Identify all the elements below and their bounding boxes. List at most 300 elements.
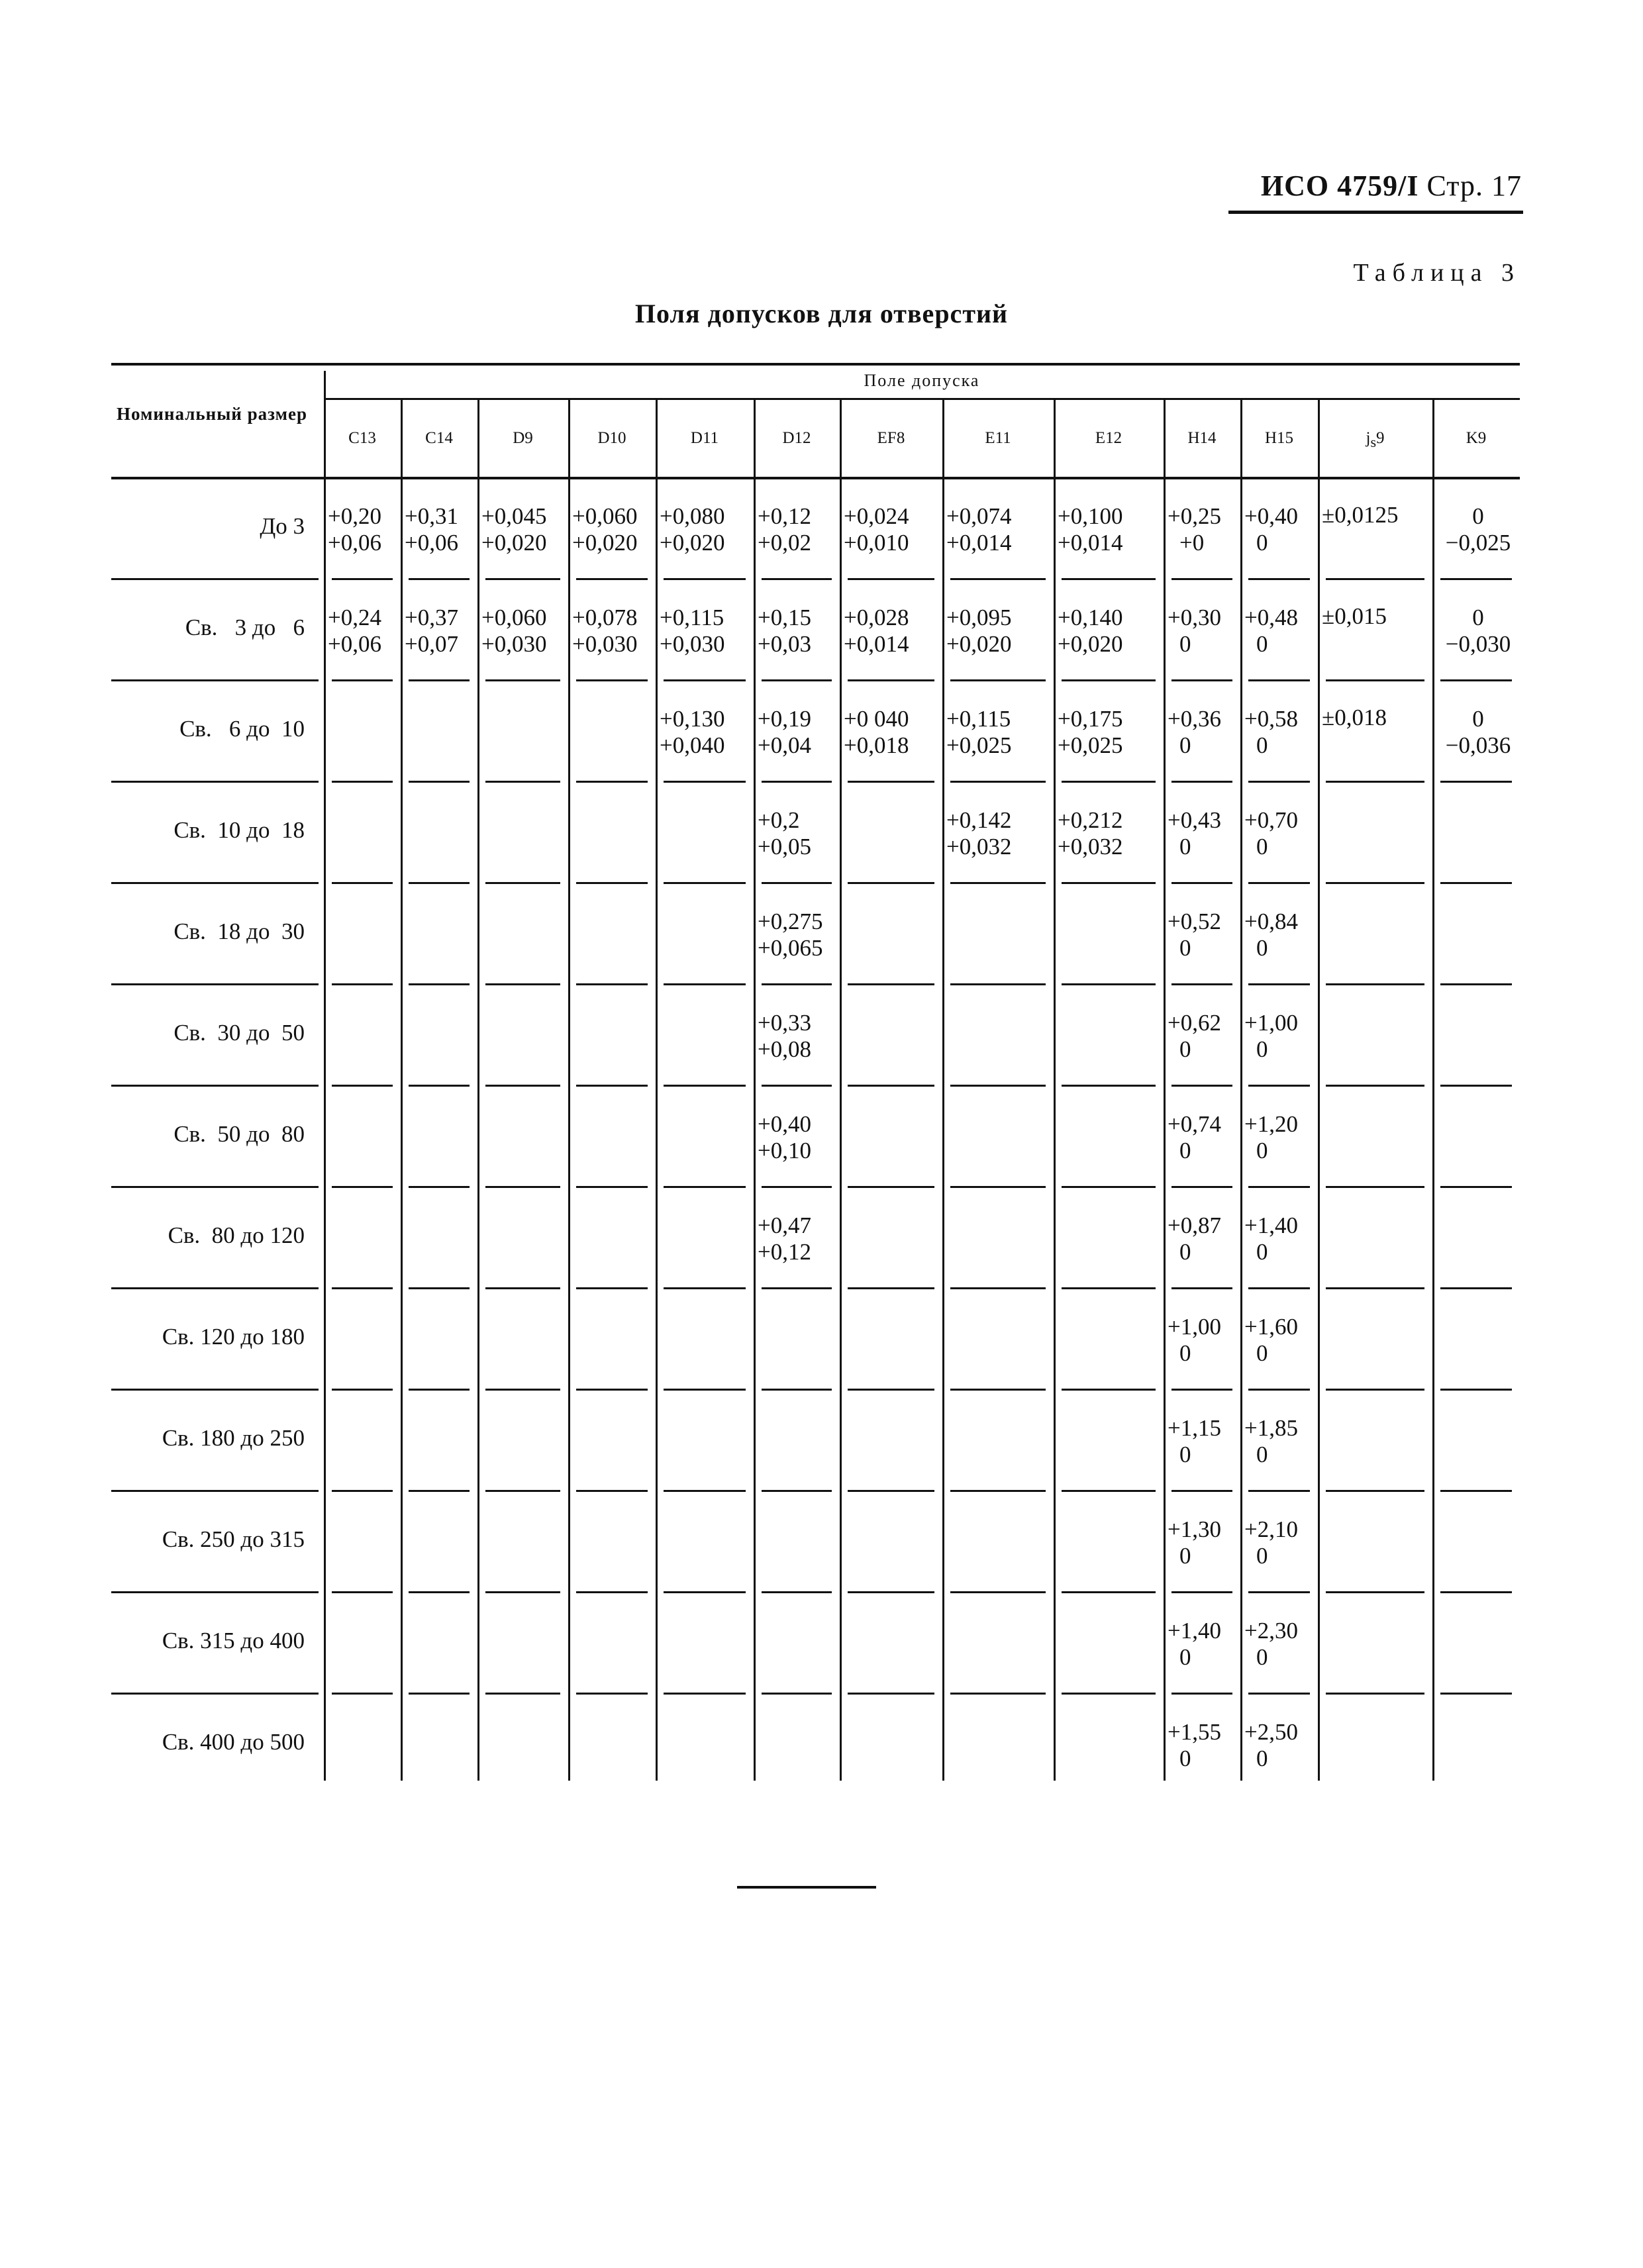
row-separator <box>332 1591 393 1593</box>
row-separator <box>409 578 470 580</box>
lower-deviation: 0 <box>1179 834 1191 860</box>
row-separator <box>485 1591 560 1593</box>
upper-deviation: +0,37 <box>405 605 458 630</box>
upper-deviation: +0,40 <box>758 1111 811 1137</box>
row-separator <box>950 983 1046 985</box>
row-separator <box>409 1085 470 1087</box>
row-label: Св. 400 до 500 <box>162 1729 305 1755</box>
row-separator <box>664 578 746 580</box>
row-separator <box>664 1490 746 1492</box>
row-separator <box>1062 578 1156 580</box>
table-cell <box>1244 1618 1318 1671</box>
table-cell <box>660 503 754 556</box>
column-divider <box>840 398 842 1781</box>
table-cell <box>1058 706 1164 759</box>
table-cell <box>660 706 754 759</box>
row-separator <box>762 1389 832 1391</box>
row-separator <box>1326 1693 1424 1695</box>
row-separator <box>1062 679 1156 681</box>
column-header-e12: E12 <box>1095 429 1122 447</box>
lower-deviation: 0 <box>1256 631 1268 657</box>
row-separator <box>111 1693 319 1695</box>
lower-deviation: 0 <box>1179 631 1191 657</box>
lower-deviation: 0 <box>1179 1543 1191 1569</box>
upper-deviation: +0,115 <box>660 605 724 630</box>
table-cell <box>1168 1719 1240 1772</box>
table-cell <box>758 605 840 658</box>
row-label: Св. 180 до 250 <box>162 1425 305 1451</box>
lower-deviation: +0,10 <box>758 1138 811 1163</box>
table-cell <box>1436 605 1520 658</box>
table-number: Таблица 3 <box>1353 259 1520 287</box>
table-cell <box>1058 503 1164 556</box>
row-separator <box>332 1186 393 1188</box>
table-cell <box>1244 1212 1318 1265</box>
row-separator <box>485 679 560 681</box>
row-separator <box>409 1693 470 1695</box>
row-separator <box>1171 1287 1232 1289</box>
upper-deviation: +1,15 <box>1168 1415 1221 1441</box>
table-cell <box>481 503 568 556</box>
row-separator <box>1171 1591 1232 1593</box>
row-separator <box>664 781 746 783</box>
row-separator <box>950 781 1046 783</box>
table-cell <box>1168 1010 1240 1063</box>
row-separator <box>485 1186 560 1188</box>
lower-deviation: +0,020 <box>946 631 1012 657</box>
standard-code: ИСО 4759/I <box>1260 170 1419 202</box>
table-cell <box>405 605 477 658</box>
upper-deviation: +0,024 <box>844 503 909 529</box>
row-separator <box>848 781 934 783</box>
lower-deviation: 0 <box>1256 1746 1268 1771</box>
row-separator <box>1440 1591 1512 1593</box>
table-cell <box>328 503 401 556</box>
table-cell <box>1244 1516 1318 1569</box>
row-label: До 3 <box>260 513 305 539</box>
upper-deviation: +0,47 <box>758 1212 811 1238</box>
row-separator <box>485 781 560 783</box>
lower-deviation: +0,018 <box>844 732 909 758</box>
lower-deviation: +0,03 <box>758 631 811 657</box>
row-separator <box>950 1186 1046 1188</box>
row-separator <box>332 578 393 580</box>
table-cell <box>1168 909 1240 961</box>
row-separator <box>1440 1490 1512 1492</box>
upper-deviation: +0,212 <box>1058 807 1123 833</box>
upper-deviation: +0,87 <box>1168 1212 1221 1238</box>
column-divider <box>656 398 658 1781</box>
table-cell <box>1322 502 1432 528</box>
row-label: Св. 18 до 30 <box>174 918 305 944</box>
lower-deviation: 0 <box>1256 732 1268 758</box>
row-separator <box>950 1591 1046 1593</box>
lower-deviation: +0,05 <box>758 834 811 860</box>
lower-deviation: +0,032 <box>1058 834 1123 860</box>
row-separator <box>848 1490 934 1492</box>
row-separator <box>1248 781 1310 783</box>
upper-deviation: +0,12 <box>758 503 811 529</box>
row-separator <box>576 1389 648 1391</box>
row-separator <box>576 1287 648 1289</box>
upper-deviation: +0,43 <box>1168 807 1221 833</box>
row-separator <box>762 578 832 580</box>
upper-deviation: +0,20 <box>328 503 381 529</box>
lower-deviation: 0 <box>1256 530 1268 556</box>
upper-deviation: +0,15 <box>758 605 811 630</box>
upper-deviation: +0,080 <box>660 503 725 529</box>
row-separator <box>1326 1389 1424 1391</box>
row-separator <box>848 983 934 985</box>
upper-deviation: +0,19 <box>758 706 811 732</box>
row-separator <box>485 1085 560 1087</box>
row-separator <box>1248 578 1310 580</box>
row-separator <box>1440 679 1512 681</box>
row-separator <box>1171 882 1232 884</box>
upper-deviation: +1,20 <box>1244 1111 1298 1137</box>
column-divider <box>942 398 944 1781</box>
column-header-e11: E11 <box>985 429 1011 447</box>
upper-deviation: +0,028 <box>844 605 909 630</box>
row-separator <box>664 1591 746 1593</box>
row-separator <box>1248 1287 1310 1289</box>
row-separator <box>332 1085 393 1087</box>
row-separator <box>664 679 746 681</box>
lower-deviation: +0,030 <box>660 631 725 657</box>
column-divider <box>568 398 570 1781</box>
table-cell <box>1244 1111 1318 1164</box>
row-separator <box>664 1693 746 1695</box>
row-separator <box>576 1490 648 1492</box>
row-separator <box>762 1693 832 1695</box>
lower-deviation: +0,014 <box>1058 530 1123 556</box>
column-header-c13: C13 <box>348 429 376 447</box>
upper-deviation: +0,74 <box>1168 1111 1221 1137</box>
table-cell <box>946 706 1054 759</box>
row-separator <box>111 983 319 985</box>
row-separator <box>1171 1186 1232 1188</box>
row-separator <box>762 1287 832 1289</box>
table-cell <box>844 706 942 759</box>
table-cell <box>946 605 1054 658</box>
row-separator <box>1326 781 1424 783</box>
row-separator <box>664 1186 746 1188</box>
row-label: Св. 3 до 6 <box>185 615 305 640</box>
table-cell <box>758 1212 840 1265</box>
row-separator <box>1440 983 1512 985</box>
row-separator <box>664 1085 746 1087</box>
row-label: Св. 120 до 180 <box>162 1324 305 1350</box>
lower-deviation: −0,025 <box>1445 530 1511 556</box>
table-cell <box>758 807 840 860</box>
row-separator <box>576 1693 648 1695</box>
row-separator <box>485 983 560 985</box>
row-separator <box>1326 1085 1424 1087</box>
row-separator <box>1062 983 1156 985</box>
row-separator <box>576 578 648 580</box>
upper-deviation: +1,30 <box>1168 1516 1221 1542</box>
row-separator <box>576 882 648 884</box>
lower-deviation: +0,12 <box>758 1239 811 1265</box>
upper-deviation: +2,10 <box>1244 1516 1298 1542</box>
table-cell <box>1244 1010 1318 1063</box>
upper-deviation: ±0,015 <box>1322 603 1387 629</box>
row-separator <box>1326 983 1424 985</box>
upper-deviation: +1,40 <box>1244 1212 1298 1238</box>
row-label: Св. 30 до 50 <box>174 1020 305 1046</box>
column-divider <box>401 398 403 1781</box>
lower-deviation: 0 <box>1179 1340 1191 1366</box>
lower-deviation: +0,06 <box>328 530 381 556</box>
lower-deviation: 0 <box>1179 1442 1191 1467</box>
row-separator <box>1171 578 1232 580</box>
table-cell <box>1168 1314 1240 1367</box>
table-cell <box>1168 807 1240 860</box>
lower-deviation: 0 <box>1179 1138 1191 1163</box>
column-header-d9: D9 <box>513 429 533 447</box>
row-separator <box>1326 679 1424 681</box>
row-separator <box>409 1389 470 1391</box>
row-separator <box>1062 1389 1156 1391</box>
lower-deviation: +0,020 <box>1058 631 1123 657</box>
row-separator <box>664 1287 746 1289</box>
table-cell <box>1244 605 1318 658</box>
row-separator <box>111 781 319 783</box>
lower-deviation: 0 <box>1256 1036 1268 1062</box>
row-separator <box>1326 578 1424 580</box>
row-separator <box>332 679 393 681</box>
row-separator <box>576 1186 648 1188</box>
lower-deviation: +0,014 <box>946 530 1012 556</box>
column-divider <box>1432 398 1434 1781</box>
row-separator <box>848 1186 934 1188</box>
row-separator <box>664 983 746 985</box>
column-header-js9: js9 <box>1366 429 1385 450</box>
row-separator <box>950 1085 1046 1087</box>
row-separator <box>111 1389 319 1391</box>
row-separator <box>1171 781 1232 783</box>
table-cell <box>1168 1618 1240 1671</box>
upper-deviation: +1,40 <box>1168 1618 1221 1644</box>
upper-deviation: +0,175 <box>1058 706 1123 732</box>
upper-deviation: ±0,0125 <box>1322 502 1399 528</box>
table-cell <box>1436 706 1520 759</box>
row-separator <box>332 1693 393 1695</box>
table-cell <box>481 605 568 658</box>
upper-deviation: +0,095 <box>946 605 1012 630</box>
lower-deviation: +0,06 <box>328 631 381 657</box>
table-cell <box>1168 503 1240 556</box>
row-separator <box>576 679 648 681</box>
column-divider <box>1054 398 1056 1781</box>
row-separator <box>485 1287 560 1289</box>
row-separator <box>664 882 746 884</box>
upper-deviation: +1,85 <box>1244 1415 1298 1441</box>
row-separator <box>762 882 832 884</box>
table-cell <box>1168 605 1240 658</box>
row-separator <box>409 1591 470 1593</box>
row-separator <box>485 882 560 884</box>
table-cell <box>1168 1516 1240 1569</box>
upper-deviation: +0,25 <box>1168 503 1221 529</box>
table-cell <box>660 605 754 658</box>
column-header-d11: D11 <box>690 429 719 447</box>
lower-deviation: 0 <box>1179 935 1191 961</box>
row-separator <box>1171 1490 1232 1492</box>
lower-deviation: +0,06 <box>405 530 458 556</box>
lower-deviation: +0,014 <box>844 631 909 657</box>
lower-deviation: 0 <box>1256 1543 1268 1569</box>
row-separator <box>762 1085 832 1087</box>
row-separator <box>1326 1287 1424 1289</box>
row-separator <box>576 983 648 985</box>
lower-deviation: 0 <box>1256 1340 1268 1366</box>
row-separator <box>409 781 470 783</box>
table-cell <box>946 807 1054 860</box>
row-separator <box>409 1490 470 1492</box>
upper-deviation: +0,40 <box>1244 503 1298 529</box>
table-cell <box>1244 503 1318 556</box>
row-separator <box>485 578 560 580</box>
upper-deviation: +0,58 <box>1244 706 1298 732</box>
upper-deviation: +2,30 <box>1244 1618 1298 1644</box>
table-cell <box>1058 605 1164 658</box>
row-separator <box>950 679 1046 681</box>
row-separator <box>409 882 470 884</box>
row-separator <box>409 1287 470 1289</box>
lower-deviation: +0,020 <box>660 530 725 556</box>
row-separator <box>1171 1693 1232 1695</box>
upper-deviation: +0,060 <box>481 605 547 630</box>
group-header-label: Поле допуска <box>864 371 980 390</box>
row-separator <box>576 1591 648 1593</box>
row-separator <box>848 1389 934 1391</box>
lower-deviation: 0 <box>1256 834 1268 860</box>
row-label: Св. 250 до 315 <box>162 1526 305 1552</box>
upper-deviation: +0,115 <box>946 706 1011 732</box>
row-separator <box>950 882 1046 884</box>
row-separator <box>332 1287 393 1289</box>
row-separator <box>1248 1186 1310 1188</box>
table-cell <box>405 503 477 556</box>
row-separator <box>1062 882 1156 884</box>
row-label: Св. 6 до 10 <box>179 716 305 742</box>
lower-deviation: +0,030 <box>481 631 547 657</box>
column-divider <box>477 398 479 1781</box>
row-separator <box>111 578 319 580</box>
row-separator <box>1326 1591 1424 1593</box>
column-divider <box>754 398 756 1781</box>
table-cell <box>1058 807 1164 860</box>
lower-deviation: +0,032 <box>946 834 1012 860</box>
row-separator <box>1171 1085 1232 1087</box>
row-separator <box>111 882 319 884</box>
row-separator <box>332 882 393 884</box>
table-cell <box>1168 1111 1240 1164</box>
row-separator <box>1440 1085 1512 1087</box>
row-separator <box>762 983 832 985</box>
table-cell <box>758 706 840 759</box>
row-separator <box>848 679 934 681</box>
upper-deviation: 0 <box>1472 706 1484 732</box>
table-cell <box>1244 706 1318 759</box>
row-separator <box>576 781 648 783</box>
column-divider <box>1240 398 1242 1781</box>
row-separator <box>1062 1085 1156 1087</box>
upper-deviation: +0,30 <box>1168 605 1221 630</box>
row-separator <box>1062 1186 1156 1188</box>
row-separator <box>762 1490 832 1492</box>
column-header-k9: K9 <box>1466 429 1487 447</box>
upper-deviation: +0,62 <box>1168 1010 1221 1036</box>
row-label: Св. 80 до 120 <box>168 1222 305 1248</box>
row-separator <box>950 1490 1046 1492</box>
upper-deviation: +0,70 <box>1244 807 1298 833</box>
group-header-rule <box>324 398 1520 400</box>
column-header-d12: D12 <box>782 429 811 447</box>
table-top-rule <box>111 363 1520 366</box>
table-cell <box>1168 1212 1240 1265</box>
column-header-h15: H15 <box>1264 429 1294 447</box>
lower-deviation: +0,025 <box>1058 732 1123 758</box>
row-separator <box>1440 781 1512 783</box>
row-separator <box>950 1287 1046 1289</box>
row-separator <box>848 1085 934 1087</box>
table-cell <box>758 503 840 556</box>
lower-deviation: +0 <box>1179 530 1205 556</box>
row-separator <box>1248 1389 1310 1391</box>
row-separator <box>762 1186 832 1188</box>
row-header-label: Номинальный размер <box>117 404 307 424</box>
lower-deviation: +0,02 <box>758 530 811 556</box>
row-separator <box>848 1693 934 1695</box>
column-divider <box>1318 398 1320 1781</box>
row-separator <box>332 1389 393 1391</box>
upper-deviation: +0,84 <box>1244 909 1298 934</box>
upper-deviation: +1,00 <box>1244 1010 1298 1036</box>
table-cell <box>1436 503 1520 556</box>
row-separator <box>409 983 470 985</box>
column-header-ef8: EF8 <box>877 429 905 447</box>
row-separator <box>485 1490 560 1492</box>
row-separator <box>1326 1490 1424 1492</box>
upper-deviation: 0 <box>1472 605 1484 630</box>
table-cell <box>1322 603 1432 630</box>
row-separator <box>762 679 832 681</box>
upper-deviation: +0,140 <box>1058 605 1123 630</box>
table-cell <box>1244 807 1318 860</box>
row-separator <box>111 1085 319 1087</box>
row-separator <box>1248 882 1310 884</box>
row-separator <box>848 882 934 884</box>
table-cell <box>1244 909 1318 961</box>
table-cell <box>758 1010 840 1063</box>
lower-deviation: 0 <box>1256 1644 1268 1670</box>
row-separator <box>1248 1490 1310 1492</box>
table-cell <box>572 605 656 658</box>
column-divider <box>324 371 326 1781</box>
upper-deviation: +0,130 <box>660 706 725 732</box>
upper-deviation: +0,100 <box>1058 503 1123 529</box>
row-separator <box>1440 578 1512 580</box>
lower-deviation: 0 <box>1256 935 1268 961</box>
lower-deviation: +0,025 <box>946 732 1012 758</box>
upper-deviation: +0,078 <box>572 605 638 630</box>
row-separator <box>1248 1085 1310 1087</box>
upper-deviation: +1,00 <box>1168 1314 1221 1340</box>
row-separator <box>111 1287 319 1289</box>
table-title: Поля допусков для отверстий <box>634 299 1009 328</box>
